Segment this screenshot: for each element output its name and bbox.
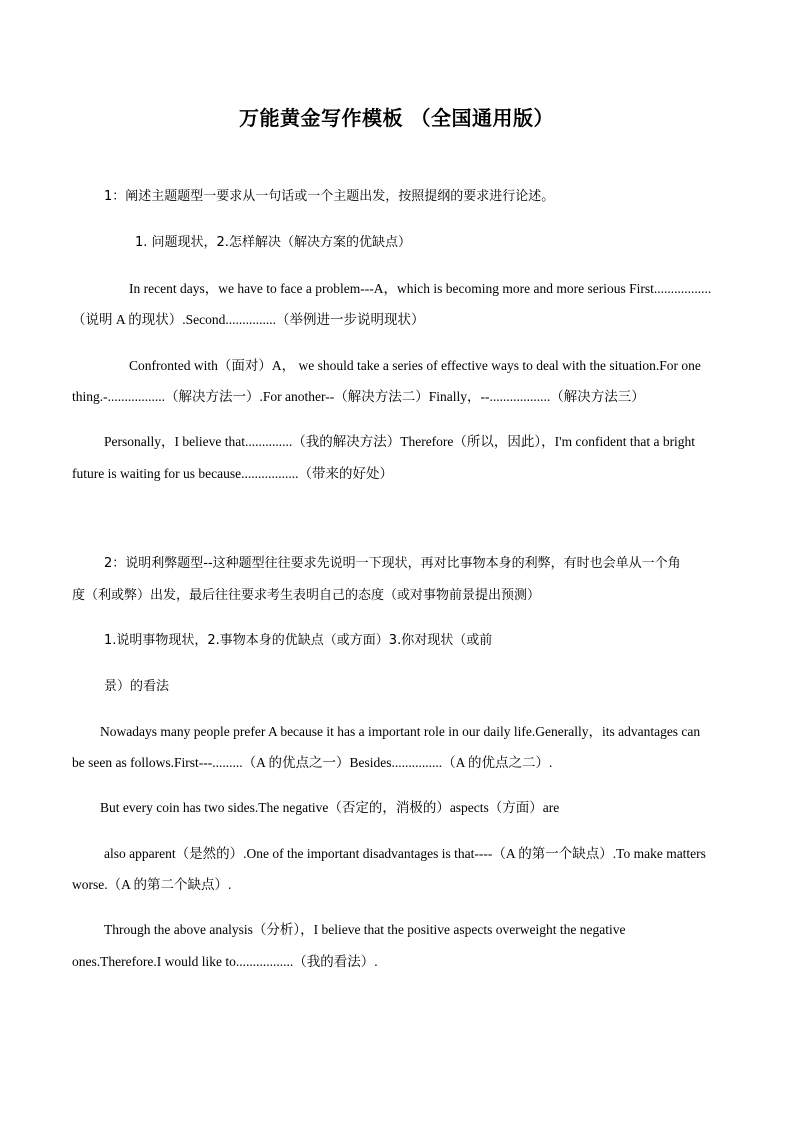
section1-heading: 1：阐述主题题型一要求从一句话或一个主题出发，按照提纲的要求进行论述。 — [104, 189, 555, 204]
section2-paragraph3-line1: also apparent（是然的）.One of the important disadvantages is that----（A 的第一个缺点）.To make matters — [104, 846, 706, 861]
section2-paragraph4-line2: ones.Therefore.I would like to.................（我的看法）. — [72, 954, 378, 969]
section2-outline-line1: 1.说明事物现状，2.事物本身的优缺点（或方面）3.你对现状（或前 — [104, 633, 493, 648]
section2-paragraph2-line1: But every coin has two sides.The negative（否定的，消极的）aspects（方面）are — [100, 800, 560, 815]
section2-paragraph4-line1: Through the above analysis（分析），I believe that the positive aspects overweight the negative — [104, 922, 626, 937]
section1-paragraph1-line1: In recent days，we have to face a problem---A，which is becoming more and more serious First................. — [129, 281, 712, 296]
section2-heading-line2: 度（利或弊）出发，最后往往要求考生表明自己的态度（或对事物前景提出预测） — [72, 588, 541, 603]
document-title: 万能黄金写作模板 （全国通用版） — [239, 106, 554, 130]
section2-heading-line1: 2：说明利弊题型--这种题型往往要求先说明一下现状，再对比事物本身的利弊，有时也会单从一个角 — [104, 556, 681, 571]
section1-outline: 1. 问题现状，2.怎样解决（解决方案的优缺点） — [135, 235, 411, 250]
section2-outline-line2: 景）的看法 — [104, 679, 170, 694]
section1-paragraph1-line2: （说明 A 的现状）.Second...............（举例进一步说明现状） — [72, 312, 425, 327]
section1-paragraph3-line1: Personally，I believe that..............（我的解决方法）Therefore（所以，因此），I'm confident that a bright — [104, 434, 696, 449]
section2-paragraph3-line2: worse.（A 的第二个缺点）. — [72, 877, 232, 892]
section1-paragraph3-line2: future is waiting for us because.................（带来的好处） — [72, 466, 393, 481]
section2-paragraph1-line2: be seen as follows.First---.........（A 的优点之一）Besides...............（A 的优点之二）. — [72, 755, 553, 770]
section1-paragraph2-line2: thing.-.................（解决方法一）.For another--（解决方法二）Finally，--..................（解决方法三） — [72, 389, 645, 404]
section1-paragraph2-line1: Confronted with（面对）A， we should take a series of effective ways to deal with the situation.For one — [129, 358, 701, 373]
section2-paragraph1-line1: Nowadays many people prefer A because it has a important role in our daily life.Generally，its advantages can — [100, 724, 701, 739]
